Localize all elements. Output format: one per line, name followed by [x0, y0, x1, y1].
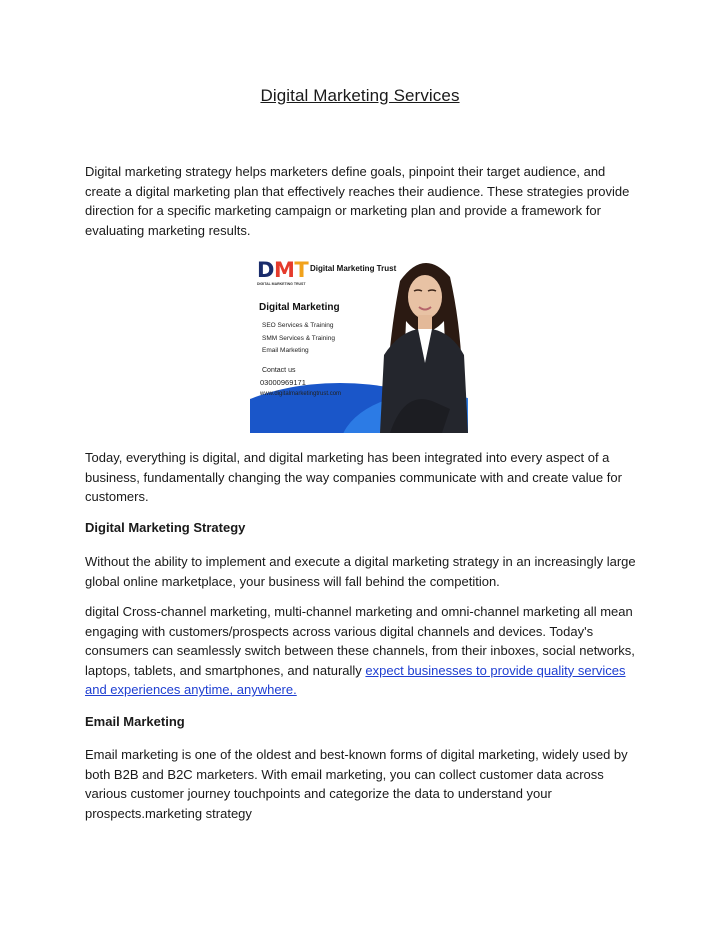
promo-contact-label: Contact us — [262, 367, 296, 374]
page-title: Digital Marketing Services — [260, 86, 460, 105]
quality-services-link[interactable]: expect businesses to provide quality services and experiences anytime, anywhere. — [85, 662, 626, 698]
intro-paragraph: Digital marketing strategy helps marketers define goals, pinpoint their target audience, and create a digital marketing plan that effectively reaches their audience. These strategies provide direction for a specific marketing campaign or marketing plan and provide a framework for evaluating marketing results. — [85, 164, 630, 238]
strategy-heading: Digital Marketing Strategy — [85, 520, 246, 535]
promo-service: Email Marketing — [262, 347, 309, 354]
promo-service: SMM Services & Training — [262, 335, 335, 342]
promo-service: SEO Services & Training — [262, 322, 334, 329]
promo-website: www.digitalmarketingtrust.com — [260, 391, 342, 397]
strategy-paragraph: Without the ability to implement and execute a digital marketing strategy in an increasingly large global online marketplace, your business will fall behind the competition. — [85, 554, 636, 589]
cross-channel-paragraph — [85, 602, 640, 700]
logo-subtitle: DIGITAL MARKETING TRUST — [257, 282, 306, 286]
promo-image — [250, 251, 468, 433]
brand-name: Digital Marketing Trust — [310, 264, 397, 273]
cross-channel-text: digital Cross-channel marketing, multi-channel marketing and omni-channel marketing all mean engaging with customers/prospects across various digital channels and devices. Today's consumers can seamlessly switch between these channels, from their inboxes, social networks, laptops, tablets, and smartphones, and naturally — [85, 604, 635, 678]
promo-phone: 03000969171 — [260, 378, 306, 387]
today-paragraph: Today, everything is digital, and digital marketing has been integrated into every aspect of a business, fundamentally changing the way companies communicate with and create value for customers. — [85, 450, 622, 505]
promo-heading: Digital Marketing — [259, 302, 340, 313]
businesswoman-photo — [380, 251, 468, 433]
email-heading: Email Marketing — [85, 714, 185, 729]
email-paragraph: Email marketing is one of the oldest and best-known forms of digital marketing, widely used by both B2B and B2C marketers. With email marketing, you can collect customer data across various customer journey touchpoints and categorize the data to understand your prospects.marketing strategy — [85, 747, 628, 821]
dmt-logo: DMT — [257, 258, 309, 282]
